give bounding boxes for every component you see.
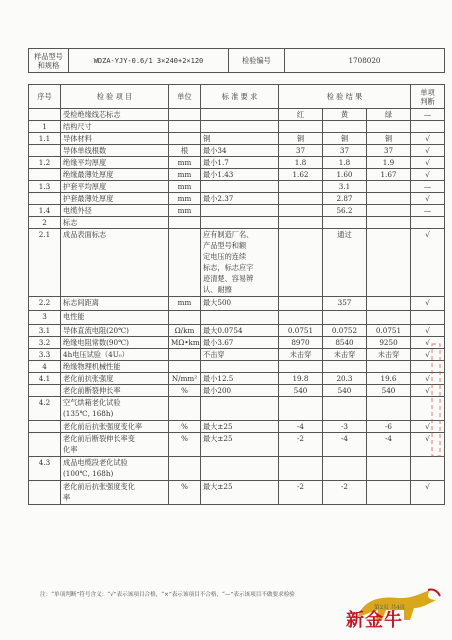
judgement-cell: — — [411, 109, 445, 121]
result-red-cell — [279, 311, 323, 325]
item-cell: 受检绝缘线芯标志 — [61, 109, 169, 121]
requirement-cell: 铜 — [201, 133, 279, 145]
item-cell: 导体材料 — [61, 133, 169, 145]
result-yellow-cell — [323, 457, 367, 481]
requirement-cell: 最小34 — [201, 145, 279, 157]
table-row — [29, 385, 445, 397]
judgement-cell: √ — [411, 145, 445, 157]
result-yellow-cell: 3.1 — [323, 181, 367, 193]
result-yellow-cell: 37 — [323, 145, 367, 157]
table-row — [29, 481, 445, 505]
requirement-cell: 不击穿 — [201, 349, 279, 361]
seq-cell: 1.4 — [29, 205, 61, 217]
result-green-cell — [367, 229, 411, 297]
judgement-cell — [411, 217, 445, 229]
judgement-cell: √ — [411, 325, 445, 337]
result-yellow-cell: -3 — [323, 421, 367, 433]
header-table — [28, 48, 445, 73]
item-cell: 导体单线根数 — [61, 145, 169, 157]
item-cell: 标志 — [61, 217, 169, 229]
result-red-cell — [279, 229, 323, 297]
requirement-cell — [201, 311, 279, 325]
judgement-cell: √ — [411, 421, 445, 433]
judgement-cell: √ — [411, 385, 445, 397]
unit-cell: mm — [169, 205, 201, 217]
item-cell: 老化前断裂伸长率 — [61, 385, 169, 397]
seq-cell: 4.2 — [29, 397, 61, 421]
requirement-cell: 最小2.37 — [201, 193, 279, 205]
seq-cell: 2.2 — [29, 297, 61, 311]
unit-cell — [169, 109, 201, 121]
seq-cell — [29, 421, 61, 433]
model-value: WDZA-YJY-0.6/1 3×240+2×120 — [69, 49, 229, 73]
table-row — [29, 421, 445, 433]
result-yellow-cell — [323, 311, 367, 325]
result-green-cell — [367, 193, 411, 205]
table-row — [29, 373, 445, 385]
seq-cell — [29, 481, 61, 505]
unit-cell — [169, 311, 201, 325]
result-yellow-cell — [323, 397, 367, 421]
item-cell: 绝缘平均厚度 — [61, 157, 169, 169]
result-red-cell: 铜 — [279, 133, 323, 145]
unit-cell: MΩ•km — [169, 337, 201, 349]
table-row — [29, 133, 445, 145]
brand-name: 新金牛 — [346, 610, 403, 631]
unit-cell — [169, 229, 201, 297]
unit-cell: mm — [169, 193, 201, 205]
result-green-cell: -6 — [367, 421, 411, 433]
table-row — [29, 349, 445, 361]
seq-cell: 2 — [29, 217, 61, 229]
seq-cell: 1.1 — [29, 133, 61, 145]
result-yellow-cell: 1.60 — [323, 169, 367, 181]
result-yellow-cell: -2 — [323, 481, 367, 505]
col-result: 检 验 结 果 — [279, 85, 411, 109]
result-yellow-cell: 未击穿 — [323, 349, 367, 361]
result-yellow-cell: 黄 — [323, 109, 367, 121]
judgement-cell: √ — [411, 157, 445, 169]
seal-stamp-icon — [430, 340, 442, 460]
col-judge: 单项 判断 — [411, 85, 445, 109]
table-row — [29, 229, 445, 297]
requirement-cell: 最大±25 — [201, 421, 279, 433]
requirement-cell: 最小1.43 — [201, 169, 279, 181]
unit-cell: % — [169, 421, 201, 433]
seq-cell: 4.1 — [29, 373, 61, 385]
result-red-cell: -2 — [279, 433, 323, 457]
seq-cell: 3.1 — [29, 325, 61, 337]
seq-cell — [29, 169, 61, 181]
seq-cell: 1.3 — [29, 181, 61, 193]
table-row — [29, 205, 445, 217]
item-cell: 老化前抗张强度 — [61, 373, 169, 385]
result-green-cell — [367, 121, 411, 133]
col-unit: 单位 — [169, 85, 201, 109]
table-row — [29, 169, 445, 181]
item-cell: 电缆外径 — [61, 205, 169, 217]
item-cell: 护套最薄处厚度 — [61, 193, 169, 205]
result-green-cell: 19.6 — [367, 373, 411, 385]
requirement-cell: 最大±25 — [201, 433, 279, 457]
result-red-cell: 37 — [279, 145, 323, 157]
table-row — [29, 457, 445, 481]
judgement-cell: √ — [411, 337, 445, 349]
requirement-cell: 最小1.7 — [201, 157, 279, 169]
requirement-cell — [201, 109, 279, 121]
result-yellow-cell: 540 — [323, 385, 367, 397]
item-cell: 护套平均厚度 — [61, 181, 169, 193]
unit-cell — [169, 133, 201, 145]
item-cell: 导体直流电阻(20℃) — [61, 325, 169, 337]
requirement-cell: 最小12.5 — [201, 373, 279, 385]
table-row — [29, 433, 445, 457]
result-green-cell: 1.67 — [367, 169, 411, 181]
unit-cell: % — [169, 385, 201, 397]
result-red-cell — [279, 361, 323, 373]
result-red-cell: -2 — [279, 481, 323, 505]
item-cell: 空气烘箱老化试验 (135℃, 168h) — [61, 397, 169, 421]
item-cell: 绝缘物理机械性能 — [61, 361, 169, 373]
result-red-cell: 1.8 — [279, 157, 323, 169]
seq-cell: 2.1 — [29, 229, 61, 297]
judgement-cell: — — [411, 205, 445, 217]
table-row — [29, 217, 445, 229]
judgement-cell: √ — [411, 349, 445, 361]
result-green-cell — [367, 311, 411, 325]
result-red-cell — [279, 193, 323, 205]
result-yellow-cell: 20.3 — [323, 373, 367, 385]
result-yellow-cell: 0.0752 — [323, 325, 367, 337]
table-row — [29, 157, 445, 169]
requirement-cell — [201, 217, 279, 229]
result-yellow-cell: 8540 — [323, 337, 367, 349]
unit-cell — [169, 121, 201, 133]
result-green-cell: 1.9 — [367, 157, 411, 169]
item-cell: 绝缘最薄处厚度 — [61, 169, 169, 181]
requirement-cell — [201, 121, 279, 133]
requirement-cell — [201, 457, 279, 481]
item-cell: 结构尺寸 — [61, 121, 169, 133]
table-row — [29, 361, 445, 373]
result-green-cell: 540 — [367, 385, 411, 397]
table-row — [29, 397, 445, 421]
result-red-cell: 未击穿 — [279, 349, 323, 361]
requirement-cell: 最大±25 — [201, 481, 279, 505]
result-red-cell — [279, 181, 323, 193]
col-seq: 序号 — [29, 85, 61, 109]
result-yellow-cell — [323, 121, 367, 133]
seq-cell: 1.2 — [29, 157, 61, 169]
result-green-cell — [367, 297, 411, 311]
requirement-cell: 最大500 — [201, 297, 279, 311]
table-row — [29, 297, 445, 311]
requirement-cell: 应有制造厂名、 产品型号和额 定电压的连续 标志，标志应字 迹清楚、容易辨 认、耐擦 — [201, 229, 279, 297]
item-cell: 成品表面标志 — [61, 229, 169, 297]
result-green-cell: 未击穿 — [367, 349, 411, 361]
item-cell: 标志间距离 — [61, 297, 169, 311]
result-green-cell — [367, 397, 411, 421]
result-yellow-cell: 2.87 — [323, 193, 367, 205]
result-yellow-cell: 铜 — [323, 133, 367, 145]
result-yellow-cell: 56.2 — [323, 205, 367, 217]
table-row — [29, 311, 445, 325]
unit-cell — [169, 361, 201, 373]
table-row — [29, 325, 445, 337]
item-cell: 4h电压试验（4U₀） — [61, 349, 169, 361]
seq-cell — [29, 145, 61, 157]
unit-cell: N/mm² — [169, 373, 201, 385]
unit-cell: mm — [169, 157, 201, 169]
requirement-cell — [201, 397, 279, 421]
seq-cell — [29, 109, 61, 121]
result-red-cell: 540 — [279, 385, 323, 397]
unit-cell: % — [169, 433, 201, 457]
seq-cell: 1 — [29, 121, 61, 133]
result-yellow-cell: -4 — [323, 433, 367, 457]
judgement-cell: √ — [411, 297, 445, 311]
result-green-cell: 37 — [367, 145, 411, 157]
requirement-cell: 最小200 — [201, 385, 279, 397]
result-green-cell: 9250 — [367, 337, 411, 349]
item-cell: 老化前后抗张强度变化率 — [61, 421, 169, 433]
result-green-cell — [367, 217, 411, 229]
unit-cell: mm — [169, 297, 201, 311]
result-green-cell: -4 — [367, 433, 411, 457]
judgement-cell — [411, 457, 445, 481]
results-table — [28, 84, 445, 505]
result-red-cell: 19.8 — [279, 373, 323, 385]
col-item: 检 验 项 目 — [61, 85, 169, 109]
footnote: 注：“单项判断”符号含义：“√”表示该项目合格，“×”表示该项目不合格，“—”表示该项目不做要求检验 — [40, 592, 295, 598]
result-yellow-cell: 通过 — [323, 229, 367, 297]
table-row — [29, 145, 445, 157]
judgement-cell: √ — [411, 133, 445, 145]
result-red-cell — [279, 297, 323, 311]
judgement-cell: — — [411, 181, 445, 193]
judgement-cell — [411, 311, 445, 325]
col-req: 标 准 要 求 — [201, 85, 279, 109]
result-green-cell — [367, 457, 411, 481]
item-cell: 成品电缆段老化试验 (100℃, 168h) — [61, 457, 169, 481]
result-green-cell: 铜 — [367, 133, 411, 145]
item-cell: 老化前后抗张强度变化 率 — [61, 481, 169, 505]
item-cell: 绝缘电阻常数(90℃) — [61, 337, 169, 349]
result-red-cell: 红 — [279, 109, 323, 121]
unit-cell — [169, 457, 201, 481]
page-number: 第2页 共4页 — [374, 605, 406, 611]
table-row — [29, 337, 445, 349]
seq-cell: 3.3 — [29, 349, 61, 361]
item-cell: 老化前后断裂伸长率变 化率 — [61, 433, 169, 457]
result-green-cell — [367, 181, 411, 193]
result-red-cell — [279, 121, 323, 133]
seq-cell: 3.2 — [29, 337, 61, 349]
result-red-cell — [279, 205, 323, 217]
result-green-cell — [367, 481, 411, 505]
requirement-cell — [201, 181, 279, 193]
seq-cell: 3 — [29, 311, 61, 325]
unit-cell — [169, 349, 201, 361]
seq-cell: 4.3 — [29, 457, 61, 481]
requirement-cell: 最小3.67 — [201, 337, 279, 349]
unit-cell: mm — [169, 181, 201, 193]
seq-cell — [29, 433, 61, 457]
column-header-row — [29, 85, 445, 109]
result-red-cell: -4 — [279, 421, 323, 433]
requirement-cell — [201, 205, 279, 217]
result-yellow-cell: 1.8 — [323, 157, 367, 169]
result-yellow-cell — [323, 361, 367, 373]
result-red-cell: 1.62 — [279, 169, 323, 181]
result-green-cell: 绿 — [367, 109, 411, 121]
result-red-cell — [279, 397, 323, 421]
seq-cell — [29, 385, 61, 397]
requirement-cell: 最大0.0754 — [201, 325, 279, 337]
result-yellow-cell: 357 — [323, 297, 367, 311]
unit-cell: mm — [169, 169, 201, 181]
seq-cell — [29, 193, 61, 205]
table-row — [29, 121, 445, 133]
unit-cell: % — [169, 481, 201, 505]
judgement-cell: √ — [411, 433, 445, 457]
requirement-cell — [201, 361, 279, 373]
item-cell: 电性能 — [61, 311, 169, 325]
report-label: 检验编号 — [229, 49, 285, 73]
result-yellow-cell — [323, 217, 367, 229]
judgement-cell: √ — [411, 229, 445, 297]
unit-cell: 根 — [169, 145, 201, 157]
report-value: 1708020 — [285, 49, 445, 73]
table-row — [29, 109, 445, 121]
judgement-cell: √ — [411, 193, 445, 205]
model-label: 样品型号 和规格 — [29, 49, 69, 73]
judgement-cell: √ — [411, 169, 445, 181]
result-green-cell — [367, 361, 411, 373]
unit-cell — [169, 397, 201, 421]
judgement-cell: √ — [411, 481, 445, 505]
unit-cell — [169, 217, 201, 229]
result-green-cell — [367, 205, 411, 217]
seq-cell: 4 — [29, 361, 61, 373]
result-red-cell — [279, 457, 323, 481]
result-red-cell: 0.0751 — [279, 325, 323, 337]
unit-cell: Ω/km — [169, 325, 201, 337]
table-row — [29, 181, 445, 193]
result-red-cell — [279, 217, 323, 229]
judgement-cell: √ — [411, 373, 445, 385]
table-row — [29, 193, 445, 205]
result-green-cell: 0.0751 — [367, 325, 411, 337]
judgement-cell — [411, 121, 445, 133]
result-red-cell: 8970 — [279, 337, 323, 349]
